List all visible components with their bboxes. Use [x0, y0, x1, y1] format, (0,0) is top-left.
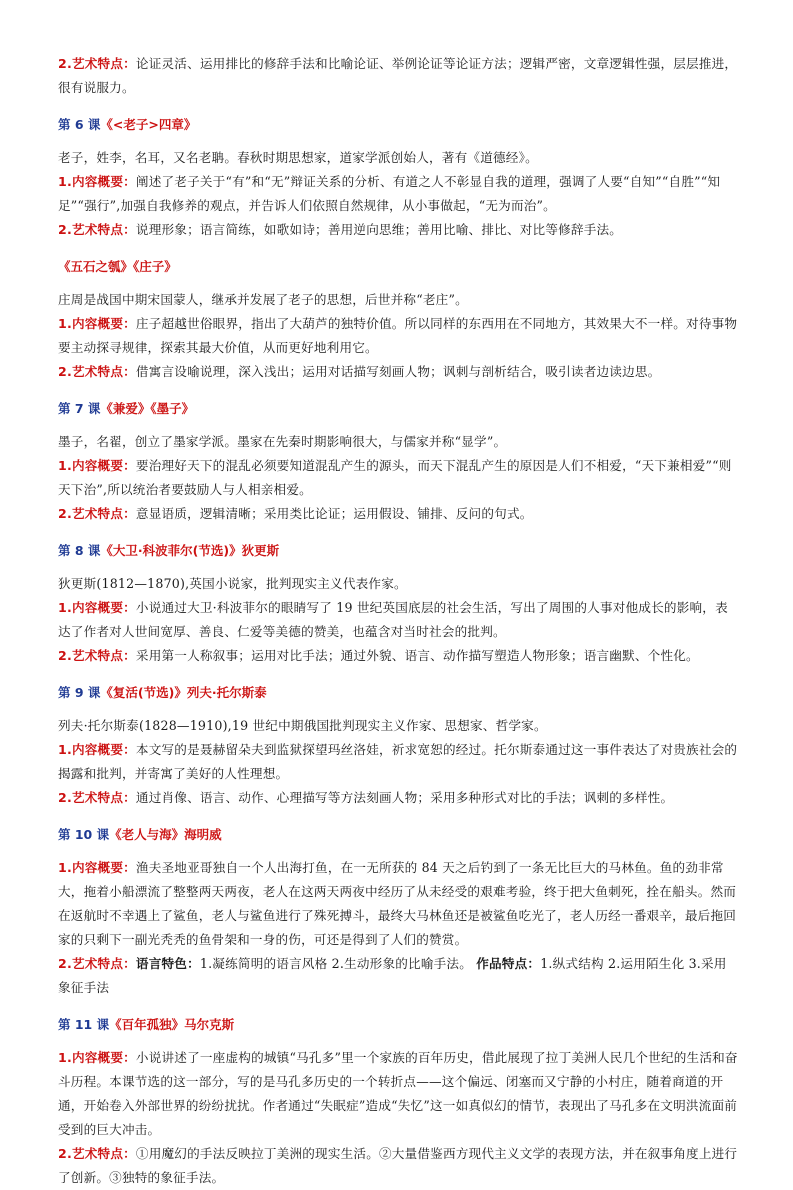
- art-label: 2.艺术特点：: [58, 790, 136, 805]
- content-label: 1.内容概要：: [58, 600, 136, 615]
- author-intro: 狄更斯(1812—1870),英国小说家，批判现实主义代表作家。: [58, 576, 407, 591]
- author-intro: 老子，姓李，名耳，又名老聃。春秋时期思想家，道家学派创始人，著有《道德经》。: [58, 150, 538, 165]
- author-intro: 列夫·托尔斯泰(1828—1910),19 世纪中期俄国批判现实主义作家、思想家、哲学家。: [58, 718, 547, 733]
- art-features: [58, 502, 738, 526]
- author-intro: 庄周是战国中期宋国蒙人，继承并发展了老子的思想，后世并称“老庄”。: [58, 292, 468, 307]
- art-label: 2.艺术特点：: [58, 506, 136, 521]
- art-label: 2.艺术特点：: [58, 648, 136, 663]
- document-page: [58, 52, 738, 1190]
- content-text: 阐述了老子关于“有”和“无”辩证关系的分析、有道之人不彰显自我的道理，强调了人要“自知”“自胜”“知足”“强行”,加强自我修养的观点，并告诉人们依照自然规律，从小事做起，“无为而治”。: [58, 174, 721, 213]
- art-label: 2.艺术特点：: [58, 56, 136, 71]
- lesson-title: 《大卫·科波菲尔(节选)》: [100, 543, 242, 558]
- art-features: [58, 360, 738, 384]
- content-summary: [58, 170, 738, 218]
- author-intro: 墨子，名翟，创立了墨家学派。墨家在先秦时期影响很大，与儒家并称“显学”。: [58, 434, 507, 449]
- art-features: [58, 786, 738, 810]
- content-text: 本文写的是聂赫留朵夫到监狱探望玛丝洛娃，祈求宽恕的经过。托尔斯泰通过这一事件表达了对贵族社会的揭露和批判，并寄寓了美好的人性理想。: [58, 742, 738, 781]
- content-summary: [58, 1046, 738, 1142]
- content-summary: [58, 312, 738, 360]
- content-summary: [58, 856, 738, 952]
- lesson-number: 第 11 课: [58, 1017, 110, 1032]
- content-text: 渔夫圣地亚哥独自一个人出海打鱼，在一无所获的 84 天之后钓到了一条无比巨大的马林鱼。鱼的劲非常大，拖着小船漂流了整整两天两夜，老人在这两天两夜中经历了从未经受的艰难考验，终于把大鱼刺死，拴在船头。然而在返航时不幸遇上了鲨鱼，老人与鲨鱼进行了殊死搏斗，最终大马林鱼还是被鲨鱼吃光了，老人历经一番艰辛，最后拖回家的只剩下一副光秃秃的鱼骨架和一身的伤，可还是得到了人们的赞赏。: [58, 860, 737, 947]
- art-features: [58, 644, 738, 668]
- lesson-title: 《兼爱》《墨子》: [100, 401, 195, 416]
- content-text: 庄子超越世俗眼界，指出了大葫芦的独特价值。所以同样的东西用在不同地方，其效果大不一样。对待事物要主动探寻规律，探索其最大价值，从而更好地利用它。: [58, 316, 738, 355]
- art-text: 采用第一人称叙事；运用对比手法；通过外貌、语言、动作描写塑造人物形象；语言幽默、个性化。: [135, 648, 699, 663]
- art-features: [58, 1142, 738, 1190]
- lesson-heading: [58, 682, 738, 704]
- art-label: 2.艺术特点：: [58, 956, 136, 971]
- content-summary: [58, 454, 738, 502]
- art-text: 论证灵活、运用排比的修辞手法和比喻论证、举例论证等论证方法；逻辑严密，文章逻辑性强，层层推进，很有说服力。: [58, 56, 738, 95]
- language-label: 语言特色：: [135, 956, 200, 971]
- art-label: 2.艺术特点：: [58, 222, 136, 237]
- lesson-title: 《百年孤独》: [109, 1017, 185, 1032]
- content-label: 1.内容概要：: [58, 174, 136, 189]
- intro-art: [58, 52, 738, 100]
- lesson-heading: [58, 256, 738, 278]
- art-text: ①用魔幻的手法反映拉丁美洲的现实生活。②大量借鉴西方现代主义文学的表现方法，并在叙事角度上进行了创新。③独特的象征手法。: [58, 1146, 738, 1185]
- content-label: 1.内容概要：: [58, 1050, 136, 1065]
- lesson-heading: [58, 824, 738, 846]
- lesson-title: 《<老子>四章》: [100, 117, 197, 132]
- art-text: 借寓言设喻说理，深入浅出；运用对话描写刻画人物；讽刺与剖析结合，吸引读者边读边思。: [135, 364, 661, 379]
- lesson-number: 第 8 课: [58, 543, 101, 558]
- lesson-title: 《复活(节选)》: [100, 685, 187, 700]
- art-features: [58, 952, 738, 1000]
- lesson-title: 《五石之瓠》《庄子》: [58, 259, 177, 274]
- lesson-heading: [58, 114, 738, 136]
- art-text: 说理形象；语言简练，如歌如诗；善用逆向思维；善用比喻、排比、对比等修辞手法。: [135, 222, 623, 237]
- lesson-author: 列夫·托尔斯泰: [186, 685, 267, 700]
- work-text: 1.纵式结构 2.运用陌生化 3.采用象征手法: [58, 956, 727, 995]
- lesson-number: 第 10 课: [58, 827, 110, 842]
- lesson-heading: [58, 398, 738, 420]
- lesson-author: 海明威: [184, 827, 222, 842]
- lesson-number: 第 6 课: [58, 117, 101, 132]
- content-label: 1.内容概要：: [58, 316, 136, 331]
- art-label: 2.艺术特点：: [58, 1146, 136, 1161]
- lesson-number: 第 7 课: [58, 401, 101, 416]
- content-label: 1.内容概要：: [58, 860, 136, 875]
- work-label: 作品特点：: [476, 956, 541, 971]
- art-text: 意显语质，逻辑清晰；采用类比论证；运用假设、铺排、反问的句式。: [135, 506, 533, 521]
- lesson-heading: [58, 1014, 738, 1036]
- art-label: 2.艺术特点：: [58, 364, 136, 379]
- art-text: 通过肖像、语言、动作、心理描写等方法刻画人物；采用多种形式对比的手法；讽刺的多样性。: [135, 790, 674, 805]
- content-summary: [58, 738, 738, 786]
- art-features: [58, 218, 738, 242]
- content-label: 1.内容概要：: [58, 742, 136, 757]
- lesson-title: 《老人与海》: [109, 827, 185, 842]
- content-text: 小说讲述了一座虚构的城镇“马孔多”里一个家族的百年历史，借此展现了拉丁美洲人民几个世纪的生活和奋斗历程。本课节选的这一部分，写的是马孔多历史的一个转折点——这个偏远、闭塞而又宁静的小村庄，随着商道的开通，开始卷入外部世界的纷纷扰扰。作者通过“失眠症”造成“失忆”这一如真似幻的情节，表现出了马孔多在文明洪流面前受到的巨大冲击。: [58, 1050, 738, 1137]
- lesson-author: 狄更斯: [241, 543, 280, 558]
- lesson-heading: [58, 540, 738, 562]
- content-text: 小说通过大卫·科波菲尔的眼睛写了 19 世纪英国底层的社会生活，写出了周围的人事对他成长的影响，表达了作者对人世间宽厚、善良、仁爱等美德的赞美，也蕴含对当时社会的批判。: [58, 600, 728, 639]
- content-label: 1.内容概要：: [58, 458, 136, 473]
- lesson-number: 第 9 课: [58, 685, 101, 700]
- language-text: 1.凝练简明的语言风格 2.生动形象的比喻手法。: [199, 956, 473, 971]
- content-summary: [58, 596, 738, 644]
- content-text: 要治理好天下的混乱必须要知道混乱产生的源头，而天下混乱产生的原因是人们不相爱，“天下兼相爱”“则天下治”,所以统治者要鼓励人与人相亲相爱。: [58, 458, 732, 497]
- lesson-author: 马尔克斯: [184, 1017, 235, 1032]
